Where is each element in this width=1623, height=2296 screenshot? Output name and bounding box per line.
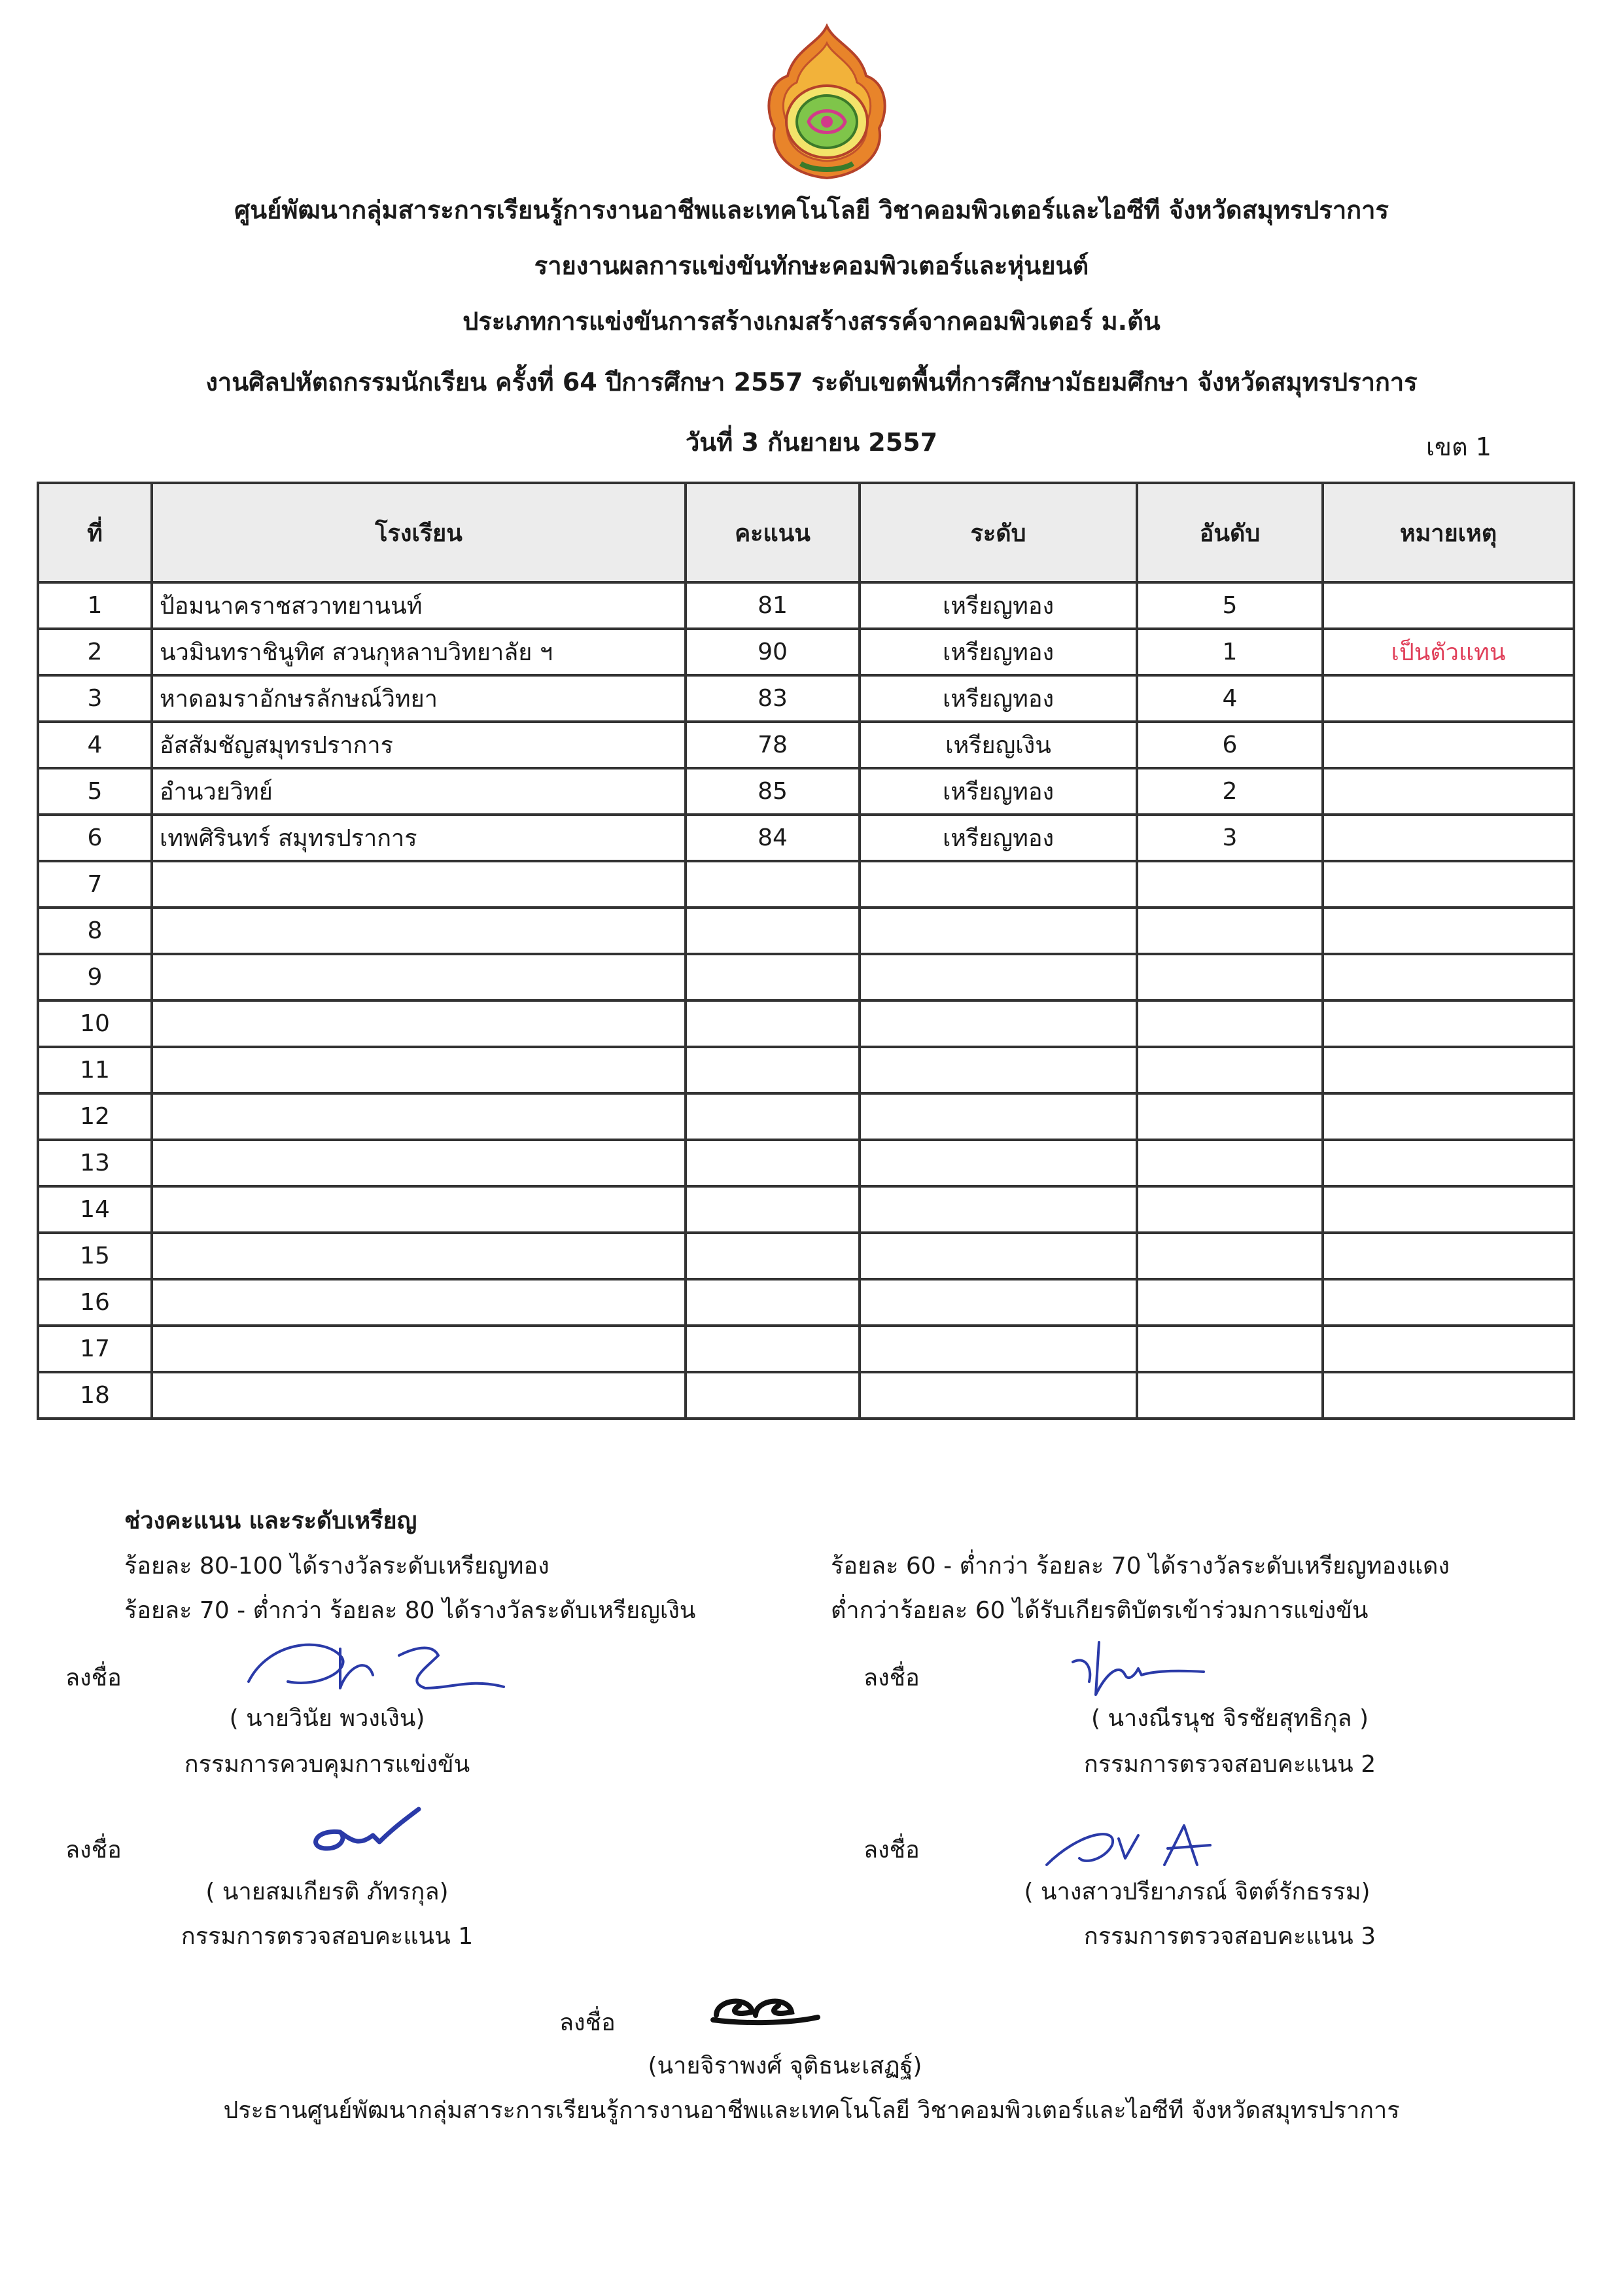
signature-mark [301, 1803, 432, 1862]
table-row [38, 1140, 1574, 1186]
cell-rank: 5 [1137, 582, 1323, 629]
cell-level [860, 1093, 1137, 1140]
cell-school: ป้อมนาคราชสวาทยานนท์ [152, 582, 686, 629]
cell-school: อัสสัมชัญสมุทรปราการ [152, 722, 686, 768]
cell-note [1323, 1000, 1574, 1047]
cell-note [1323, 768, 1574, 815]
table-body [38, 582, 1574, 1419]
cell-level [860, 1372, 1137, 1419]
cell-school: เทพศิรินทร์ สมุทรปราการ [152, 815, 686, 861]
cell-school [152, 1140, 686, 1186]
col-header-rank: อันดับ [1137, 483, 1323, 582]
cell-rank: 2 [1137, 768, 1323, 815]
cell-score: 84 [686, 815, 860, 861]
signer-name: ( นางสาวปรียาภรณ์ จิตต์รักธรรม) [1024, 1879, 1370, 1905]
table-row [38, 1233, 1574, 1279]
cell-no: 16 [38, 1279, 152, 1326]
legend-title: ช่วงคะแนน และระดับเหรียญ [124, 1508, 417, 1534]
cell-no: 3 [38, 675, 152, 722]
table-row [38, 1279, 1574, 1326]
center-title: ศูนย์พัฒนากลุ่มสาระการเรียนรู้การงานอาชีพและเทคโนโลยี วิชาคอมพิวเตอร์และไอซีที จังหวัดสมุทรปราการ [234, 196, 1389, 224]
category-title: ประเภทการแข่งขันการสร้างเกมสร้างสรรค์จากคอมพิวเตอร์ ม.ต้น [462, 307, 1161, 336]
cell-note [1323, 1372, 1574, 1419]
cell-level [860, 908, 1137, 954]
cell-school [152, 954, 686, 1000]
cell-rank [1137, 1326, 1323, 1372]
cell-school [152, 861, 686, 908]
cell-school [152, 1372, 686, 1419]
table-row [38, 1326, 1574, 1372]
event-date: วันที่ 3 กันยายน 2557 [685, 428, 938, 457]
sign-label: ลงชื่อ [65, 1665, 122, 1691]
cell-score [686, 1186, 860, 1233]
cell-score [686, 954, 860, 1000]
cell-rank [1137, 1000, 1323, 1047]
cell-note [1323, 722, 1574, 768]
col-header-score: คะแนน [686, 483, 860, 582]
cell-no: 8 [38, 908, 152, 954]
cell-level [860, 1000, 1137, 1047]
cell-no: 5 [38, 768, 152, 815]
signer-name: ( นางณีรนุช จิรชัยสุทธิกุล ) [1091, 1705, 1369, 1732]
table-row [38, 908, 1574, 954]
table-row [38, 1186, 1574, 1233]
cell-score: 81 [686, 582, 860, 629]
cell-score: 78 [686, 722, 860, 768]
signer-role: กรรมการตรวจสอบคะแนน 1 [181, 1923, 474, 1950]
cell-level [860, 1279, 1137, 1326]
table-row [38, 954, 1574, 1000]
cell-rank [1137, 1186, 1323, 1233]
table-row [38, 1000, 1574, 1047]
cell-school [152, 1000, 686, 1047]
signer-name: ( นายสมเกียรติ ภัทรกุล) [205, 1879, 449, 1905]
cell-school: นวมินทราชินูทิศ สวนกุหลาบวิทยาลัย ฯ [152, 629, 686, 675]
col-header-no: ที่ [38, 483, 152, 582]
cell-no: 4 [38, 722, 152, 768]
cell-school [152, 1326, 686, 1372]
cell-score [686, 861, 860, 908]
signature-mark [1060, 1636, 1217, 1701]
cell-no: 10 [38, 1000, 152, 1047]
legend-gold: ร้อยละ 80-100 ได้รางวัลระดับเหรียญทอง [124, 1553, 550, 1580]
cell-rank [1137, 1140, 1323, 1186]
cell-level: เหรียญทอง [860, 582, 1137, 629]
cell-level [860, 1233, 1137, 1279]
zone-label: เขต 1 [1426, 433, 1492, 461]
cell-rank [1137, 954, 1323, 1000]
cell-note [1323, 815, 1574, 861]
cell-rank [1137, 1093, 1323, 1140]
legend-certificate: ต่ำกว่าร้อยละ 60 ได้รับเกียรติบัตรเข้าร่วมการแข่งขัน [831, 1597, 1369, 1624]
cell-score [686, 1233, 860, 1279]
col-header-note: หมายเหตุ [1323, 483, 1574, 582]
legend-bronze: ร้อยละ 60 - ต่ำกว่า ร้อยละ 70 ได้รางวัลระดับเหรียญทองแดง [831, 1553, 1450, 1580]
cell-score [686, 1140, 860, 1186]
table-row [38, 815, 1574, 861]
cell-note [1323, 582, 1574, 629]
cell-rank [1137, 1372, 1323, 1419]
signer-role: กรรมการควบคุมการแข่งขัน [184, 1751, 470, 1778]
chair-role: ประธานศูนย์พัฒนากลุ่มสาระการเรียนรู้การงานอาชีพและเทคโนโลยี วิชาคอมพิวเตอร์และไอซีที จังหวัดสมุทรปราการ [223, 2097, 1400, 2124]
cell-note [1323, 675, 1574, 722]
cell-no: 11 [38, 1047, 152, 1093]
signature-mark [710, 1986, 821, 2032]
table-row [38, 768, 1574, 815]
cell-note [1323, 1140, 1574, 1186]
cell-level [860, 1186, 1137, 1233]
cell-school: หาดอมราอักษรลักษณ์วิทยา [152, 675, 686, 722]
cell-score [686, 1279, 860, 1326]
table-row [38, 722, 1574, 768]
cell-school [152, 1186, 686, 1233]
cell-score [686, 1093, 860, 1140]
cell-score [686, 1326, 860, 1372]
cell-rank: 3 [1137, 815, 1323, 861]
event-title: งานศิลปหัตถกรรมนักเรียน ครั้งที่ 64 ปีการศึกษา 2557 ระดับเขตพื้นที่การศึกษามัธยมศึกษา จังหวัดสมุทรปราการ [205, 368, 1418, 397]
cell-no: 2 [38, 629, 152, 675]
sign-label: ลงชื่อ [65, 1837, 122, 1863]
cell-level: เหรียญทอง [860, 768, 1137, 815]
cell-level [860, 861, 1137, 908]
cell-no: 15 [38, 1233, 152, 1279]
sign-label: ลงชื่อ [864, 1665, 920, 1691]
cell-rank [1137, 1279, 1323, 1326]
col-header-school: โรงเรียน [152, 483, 686, 582]
cell-school: อำนวยวิทย์ [152, 768, 686, 815]
cell-score: 90 [686, 629, 860, 675]
cell-no: 7 [38, 861, 152, 908]
cell-school [152, 1093, 686, 1140]
cell-note [1323, 861, 1574, 908]
cell-note [1323, 1326, 1574, 1372]
cell-no: 13 [38, 1140, 152, 1186]
signer-role: กรรมการตรวจสอบคะแนน 2 [1083, 1751, 1376, 1778]
cell-no: 6 [38, 815, 152, 861]
legend-silver: ร้อยละ 70 - ต่ำกว่า ร้อยละ 80 ได้รางวัลระดับเหรียญเงิน [124, 1597, 696, 1624]
cell-score [686, 1372, 860, 1419]
cell-school [152, 1279, 686, 1326]
cell-note: เป็นตัวแทน [1323, 629, 1574, 675]
signature-mark [1040, 1819, 1223, 1878]
cell-level [860, 1140, 1137, 1186]
cell-level [860, 1326, 1137, 1372]
cell-score [686, 1047, 860, 1093]
table-row [38, 1047, 1574, 1093]
cell-rank [1137, 861, 1323, 908]
cell-school [152, 1047, 686, 1093]
table-row [38, 1093, 1574, 1140]
table-row [38, 1372, 1574, 1419]
cell-rank: 1 [1137, 629, 1323, 675]
cell-rank [1137, 1047, 1323, 1093]
table-row [38, 675, 1574, 722]
cell-note [1323, 1233, 1574, 1279]
cell-no: 18 [38, 1372, 152, 1419]
cell-score [686, 1000, 860, 1047]
sign-label: ลงชื่อ [559, 2009, 616, 2036]
cell-level [860, 1047, 1137, 1093]
cell-no: 14 [38, 1186, 152, 1233]
cell-score: 85 [686, 768, 860, 815]
cell-no: 9 [38, 954, 152, 1000]
signer-name: ( นายวินัย พวงเงิน) [229, 1705, 425, 1732]
cell-level: เหรียญทอง [860, 675, 1137, 722]
cell-note [1323, 1047, 1574, 1093]
report-title: รายงานผลการแข่งขันทักษะคอมพิวเตอร์และหุ่นยนต์ [534, 251, 1089, 280]
signer-role: กรรมการตรวจสอบคะแนน 3 [1083, 1923, 1376, 1950]
cell-no: 17 [38, 1326, 152, 1372]
cell-rank: 4 [1137, 675, 1323, 722]
cell-note [1323, 908, 1574, 954]
cell-level: เหรียญทอง [860, 629, 1137, 675]
cell-rank [1137, 908, 1323, 954]
results-table [37, 482, 1575, 1420]
signature-mark [242, 1629, 517, 1701]
cell-level: เหรียญเงิน [860, 722, 1137, 768]
cell-score [686, 908, 860, 954]
cell-note [1323, 1186, 1574, 1233]
table-row [38, 629, 1574, 675]
cell-level [860, 954, 1137, 1000]
col-header-level: ระดับ [860, 483, 1137, 582]
cell-no: 1 [38, 582, 152, 629]
table-row [38, 582, 1574, 629]
cell-note [1323, 1279, 1574, 1326]
cell-score: 83 [686, 675, 860, 722]
chair-name: (นายจิราพงศ์ จุติธนะเสฏฐ์) [648, 2053, 922, 2079]
school-emblem-icon [761, 24, 892, 181]
cell-school [152, 1233, 686, 1279]
cell-rank: 6 [1137, 722, 1323, 768]
sign-label: ลงชื่อ [864, 1837, 920, 1863]
cell-rank [1137, 1233, 1323, 1279]
cell-no: 12 [38, 1093, 152, 1140]
table-row [38, 861, 1574, 908]
cell-note [1323, 954, 1574, 1000]
table-header-row [38, 483, 1574, 582]
cell-school [152, 908, 686, 954]
cell-note [1323, 1093, 1574, 1140]
cell-level: เหรียญทอง [860, 815, 1137, 861]
